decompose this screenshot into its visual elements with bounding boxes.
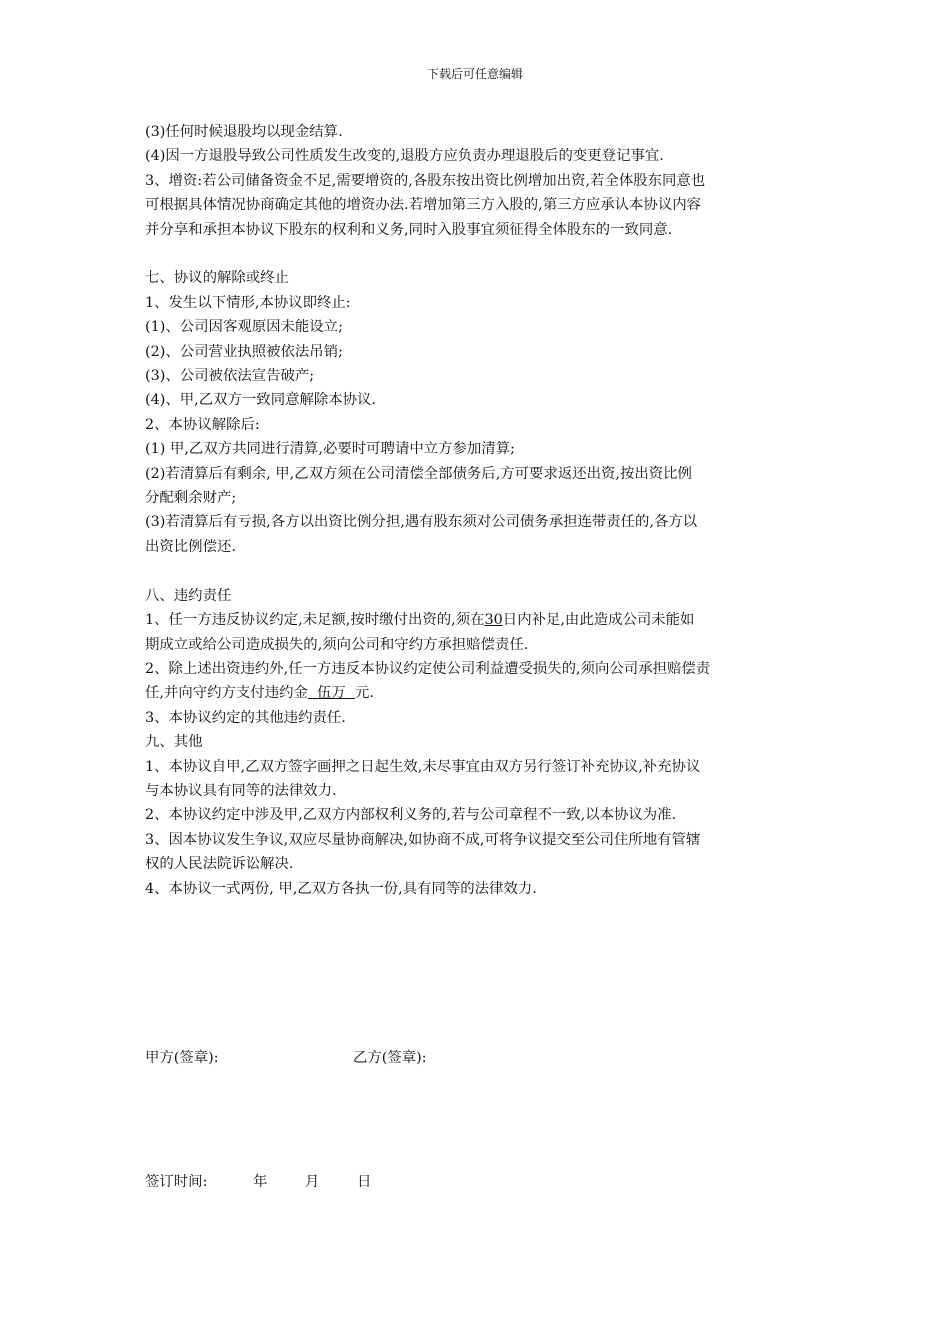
page-header: 下载后可任意编辑 xyxy=(426,67,523,81)
text-line: 3、本协议约定的其他违约责任. xyxy=(145,709,346,726)
text-line: 3、因本协议发生争议,双应尽量协商解决,如协商不成,可将争议提交至公司住所地有管辖 xyxy=(145,831,701,848)
text-line: 1、本协议自甲,乙双方签字画押之日起生效,未尽事宜由双方另行签订补充协议,补充协议 xyxy=(145,758,701,775)
text-line: 3、增资:若公司储备资金不足,需要增资的,各股东按出资比例增加出资,若全体股东同意也 xyxy=(145,172,706,189)
text-line: 与本协议具有同等的法律效力. xyxy=(145,782,337,799)
party-a-signature: 甲方(签章): xyxy=(145,1050,219,1066)
signing-date xyxy=(145,1170,371,1194)
text-line xyxy=(145,608,810,632)
date-day: 日 xyxy=(357,1174,372,1190)
section-heading-8: 八、违约责任 xyxy=(145,587,232,604)
text-span: 日内补足,由此造成公司未能如 xyxy=(502,612,695,629)
party-b-signature: 乙方(签章): xyxy=(353,1050,427,1066)
document-body xyxy=(145,120,810,901)
section-heading-7: 七、协议的解除或终止 xyxy=(145,270,289,287)
blank-line xyxy=(145,242,810,266)
text-span: 任,并向守约方支付违约金 xyxy=(145,685,308,702)
text-line: 分配剩余财产; xyxy=(145,490,237,507)
text-line: 出资比例偿还. xyxy=(145,538,236,555)
text-line: 期成立或给公司造成损失的,须向公司和守约方承担赔偿责任. xyxy=(145,636,529,653)
text-line: 1、发生以下情形,本协议即终止: xyxy=(145,294,351,311)
text-line: (3)若清算后有亏损,各方以出资比例分担,遇有股东须对公司债务承担连带责任的,各方以 xyxy=(145,514,698,531)
text-line xyxy=(145,681,810,705)
days-underline-value: 30 xyxy=(484,612,503,629)
text-line: (4)因一方退股导致公司性质发生改变的,退股方应负责办理退股后的变更登记事宜. xyxy=(145,148,664,165)
text-line: (1) 甲,乙双方共同进行清算,必要时可聘请中立方参加清算; xyxy=(145,441,515,458)
text-line: 2、除上述出资违约外,任一方违反本协议约定使公司利益遭受损失的,须向公司承担赔偿责 xyxy=(145,660,711,677)
text-line: (3)、公司被依法宣告破产; xyxy=(145,368,315,385)
text-line: 2、本协议解除后: xyxy=(145,416,260,433)
text-span: 元. xyxy=(354,685,374,702)
text-line: 2、本协议约定中涉及甲,乙双方内部权利义务的,若与公司章程不一致,以本协议为准. xyxy=(145,807,677,824)
date-month: 月 xyxy=(305,1174,320,1190)
text-span: 1、任一方违反协议约定,未足额,按时缴付出资的,须在 xyxy=(145,612,485,629)
text-line: (2)若清算后有剩余, 甲,乙双方须在公司清偿全部债务后,方可要求返还出资,按出资比例 xyxy=(145,465,692,482)
text-line: 4、本协议一式两份, 甲,乙双方各执一份,具有同等的法律效力. xyxy=(145,880,537,897)
blank-line xyxy=(145,559,810,583)
text-line: 权的人民法院诉讼解决. xyxy=(145,856,294,873)
text-line: (4)、甲,乙双方一致同意解除本协议. xyxy=(145,392,377,409)
penalty-underline-value: 伍万 xyxy=(307,685,355,702)
section-heading-9: 九、其他 xyxy=(145,734,203,751)
text-line: 可根据具体情况协商确定其他的增资办法.若增加第三方入股的,第三方应承认本协议内容 xyxy=(145,197,701,214)
date-year: 年 xyxy=(253,1174,268,1190)
text-line: (3)任何时候退股均以现金结算. xyxy=(145,124,343,140)
text-line: 并分享和承担本协议下股东的权利和义务,同时入股事宜须征得全体股东的一致同意. xyxy=(145,221,673,238)
text-line: (1)、公司因客观原因未能设立; xyxy=(145,319,343,336)
text-line: (2)、公司营业执照被依法吊销; xyxy=(145,343,343,360)
date-label: 签订时间: xyxy=(145,1174,208,1190)
